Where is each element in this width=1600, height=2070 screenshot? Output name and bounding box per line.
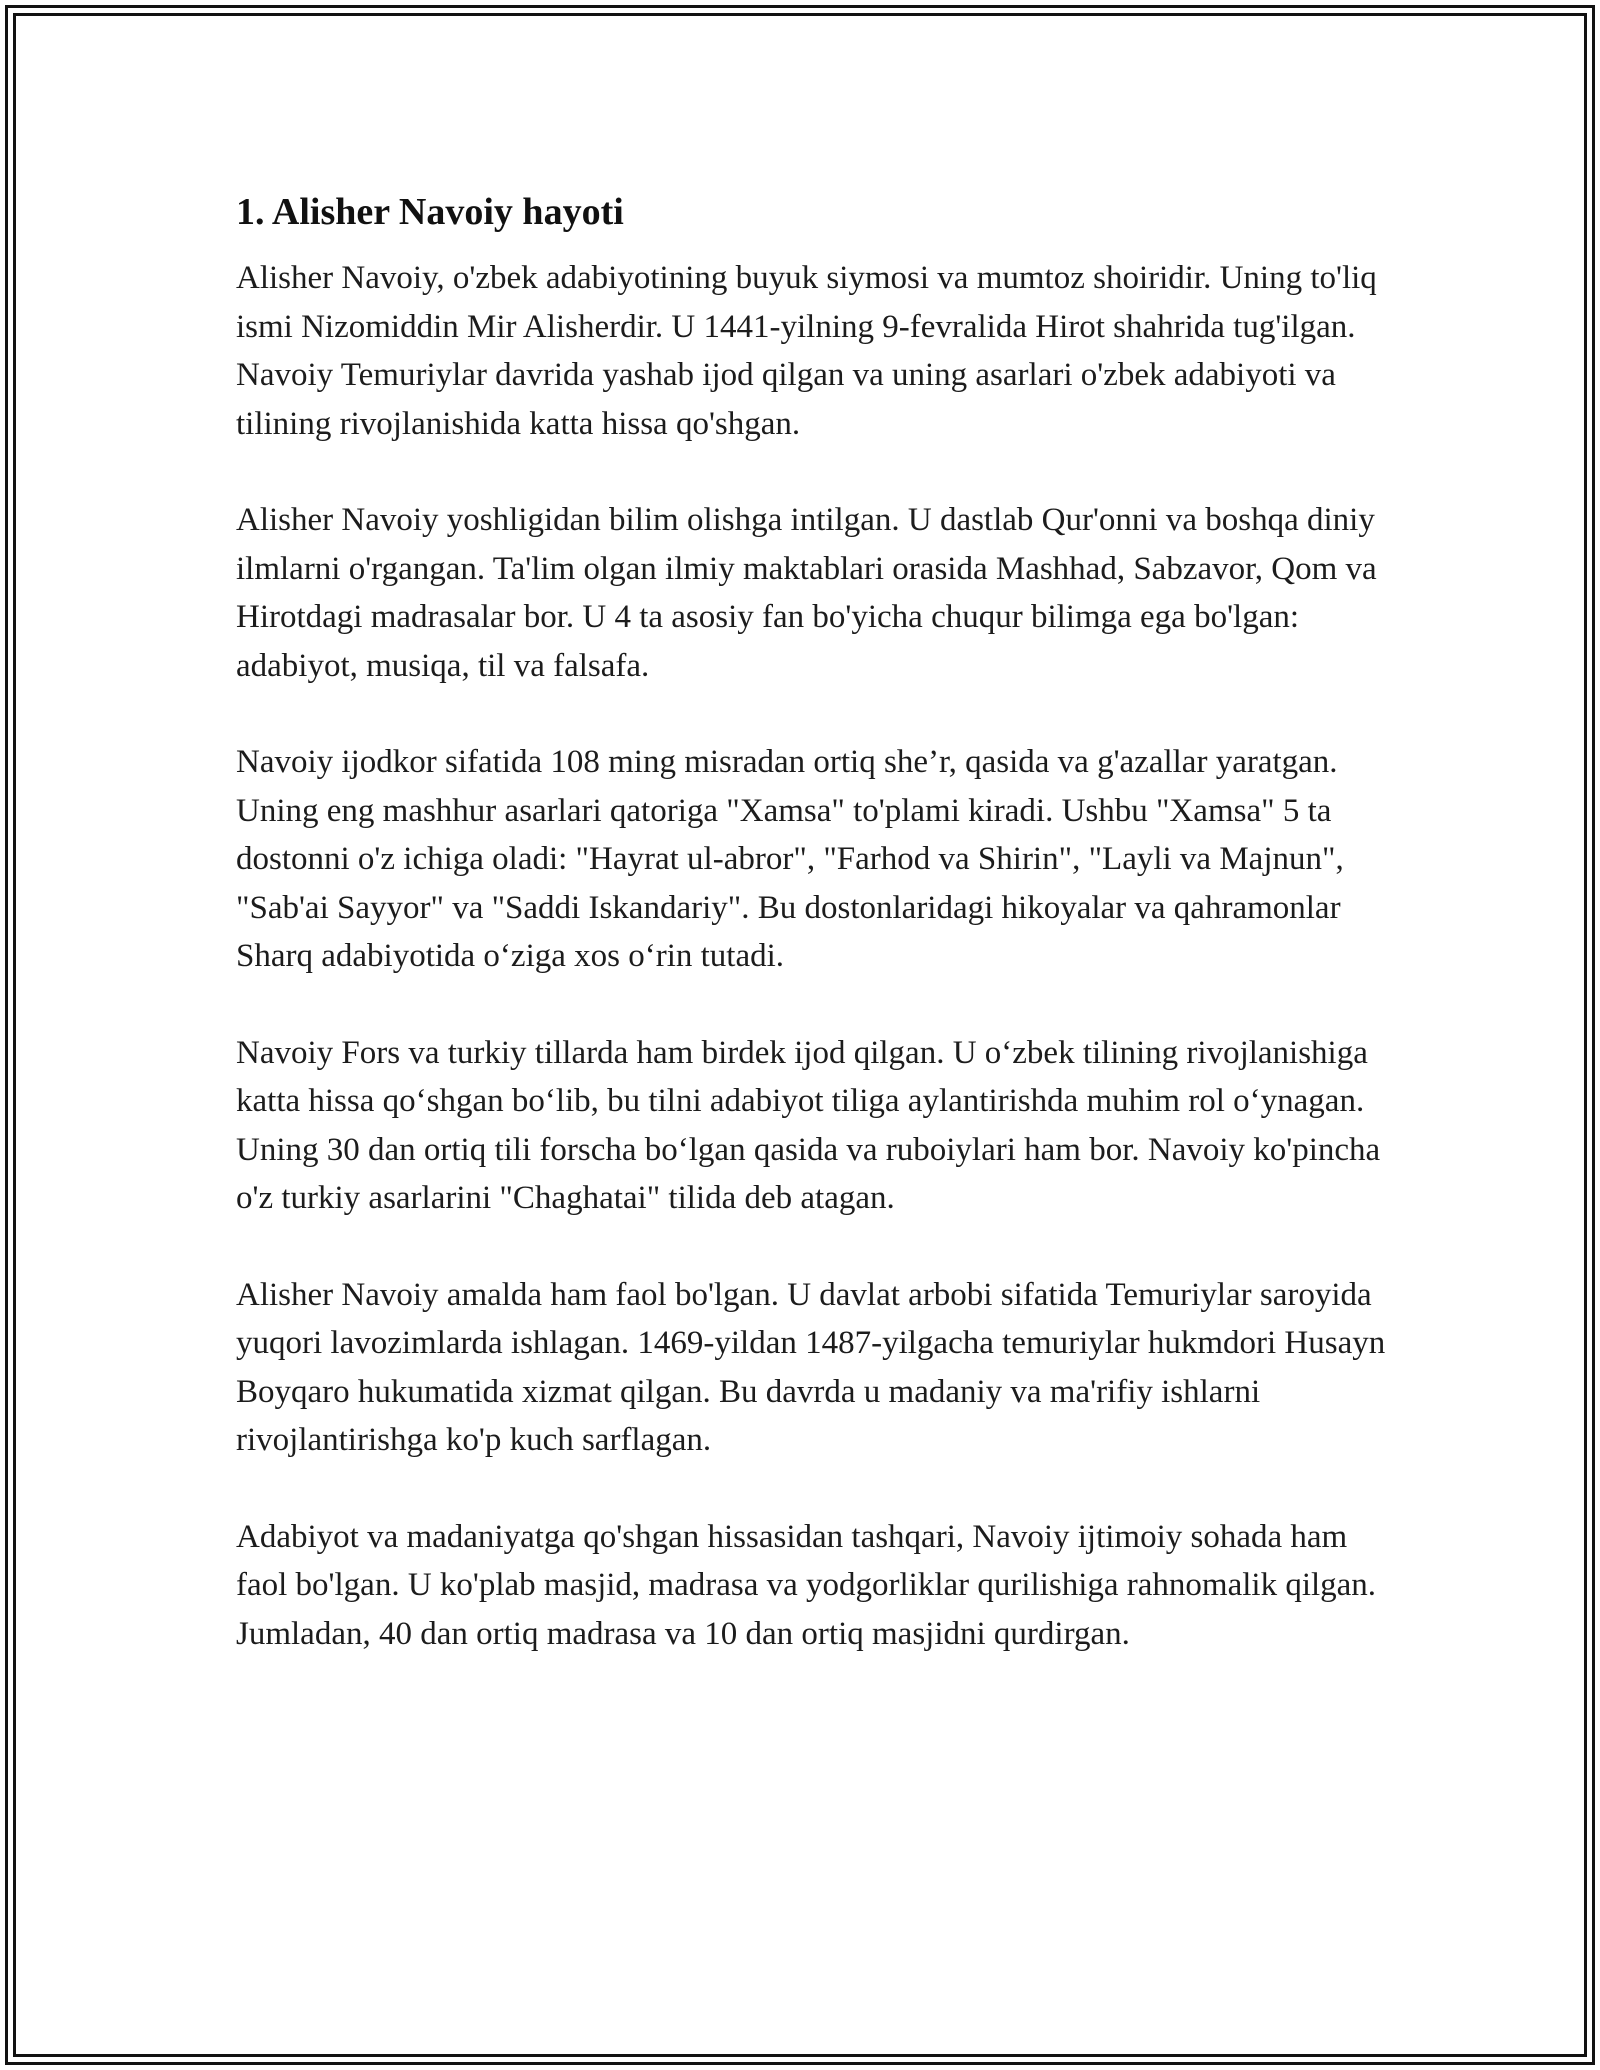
paragraph-literary-works: Navoiy ijodkor sifatida 108 ming misradan ortiq she’r, qasida va g'azallar yaratgan. Uning eng mashhur asarlari qatoriga "Xamsa" to'plami kiradi. Ushbu "Xamsa" 5 ta dostonni o'z ichiga oladi: "Hayrat ul-abror", "Farhod va Shirin", "Layli va Majnun", "Sab'ai Sayyor" va "Saddi Iskandariy". Bu dostonlaridagi hikoyalar va qahramonlar Sharq adabiyotida o‘ziga xos o‘rin tutadi.: [236, 744, 1344, 974]
paragraph-social-work: Adabiyot va madaniyatga qo'shgan hissasidan tashqari, Navoiy ijtimoiy sohada ham faol bo'lgan. U ko'plab masjid, madrasa va yodgorliklar qurilishiga rahnomalik qilgan. Jumladan, 40 dan ortiq madrasa va 10 dan ortiq masjidni qurdirgan.: [236, 1518, 1377, 1652]
paragraph-biography-intro: Alisher Navoiy, o'zbek adabiyotining buyuk siymosi va mumtoz shoiridir. Uning to'liq ismi Nizomiddin Mir Alisherdir. U 1441-yilning 9-fevralida Hirot shahrida tug'ilgan. Navoiy Temuriylar davrida yashab ijod qilgan va uning asarlari o'zbek adabiyoti va tilining rivojlanishida katta hissa qo'shgan.: [236, 260, 1377, 442]
paragraph-languages: Navoiy Fors va turkiy tillarda ham birdek ijod qilgan. U o‘zbek tilining rivojlanishiga katta hissa qo‘shgan bo‘lib, bu tilni adabiyot tiliga aylantirishda muhim rol o‘ynagan. Uning 30 dan ortiq tili forscha bo‘lgan qasida va ruboiylari ham bor. Navoiy ko'pincha o'z turkiy asarlarini "Chaghatai" tilida deb atagan.: [236, 1034, 1381, 1216]
document-body: [236, 180, 1386, 1658]
document-title: 1. Alisher Navoiy hayoti: [236, 191, 624, 233]
paragraph-statesman: Alisher Navoiy amalda ham faol bo'lgan. U davlat arbobi sifatida Temuriylar saroyida yuqori lavozimlarda ishlagan. 1469-yildan 1487-yilgacha temuriylar hukmdori Husayn Boyqaro hukumatida xizmat qilgan. Bu davrda u madaniy va ma'rifiy ishlarni rivojlantirishga ko'p kuch sarflagan.: [236, 1276, 1386, 1458]
paragraph-education: Alisher Navoiy yoshligidan bilim olishga intilgan. U dastlab Qur'onni va boshqa diniy ilmlarni o'rgangan. Ta'lim olgan ilmiy maktablari orasida Mashhad, Sabzavor, Qom va Hirotdagi madrasalar bor. U 4 ta asosiy fan bo'yicha chuqur bilimga ega bo'lgan: adabiyot, musiqa, til va falsafa.: [236, 502, 1377, 684]
